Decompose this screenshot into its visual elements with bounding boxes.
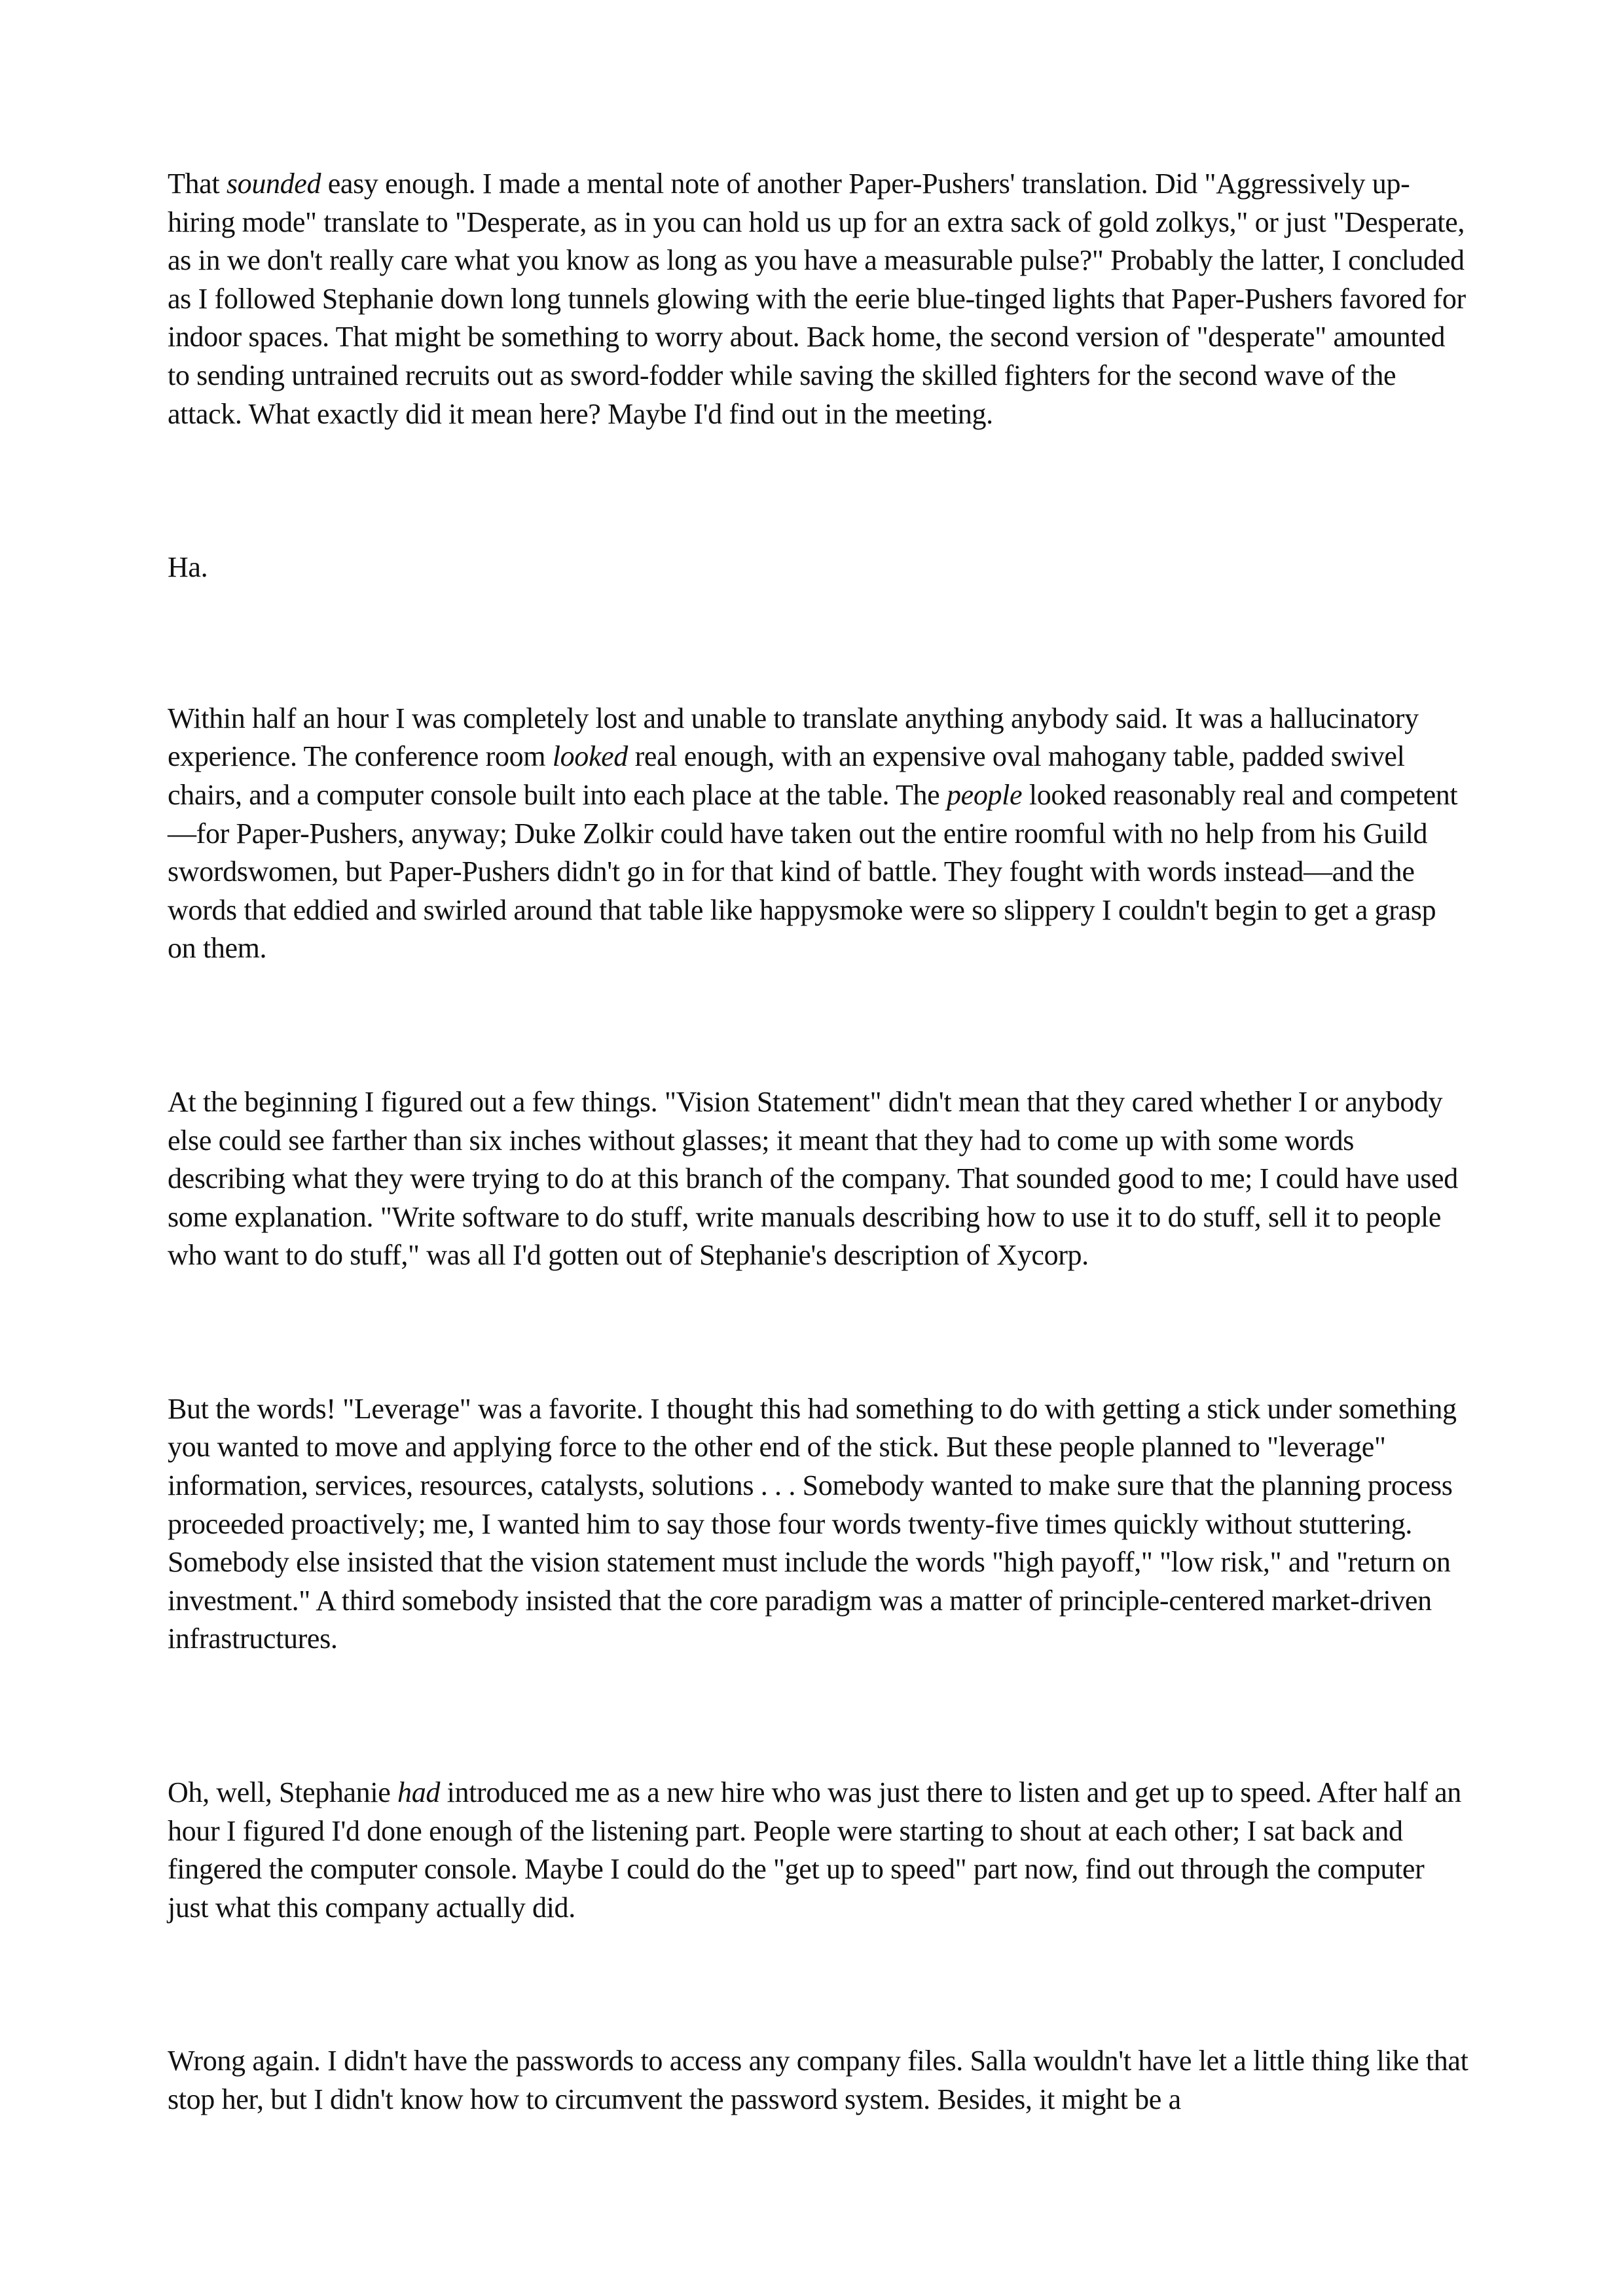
paragraph: At the beginning I figured out a few things. "Vision Statement" didn't mean that they cared whether I or anybody else could see farther than six inches without glasses; it meant that they had to come up with some words describing what they were trying to do at this branch of the company. That sounded good to me; I could have used some explanation. "Write software to do stuff, write manuals describing how to use it to do stuff, sell it to people who want to do stuff," was all I'd gotten out of Stephanie's description of Xycorp. xyxy=(168,1085,1458,1272)
paragraph: Wrong again. I didn't have the passwords to access any company files. Salla wouldn't have let a little thing like that stop her, but I didn't know how to circumvent the password system. Besides, it might be a xyxy=(168,2045,1468,2115)
paragraph: Ha. xyxy=(168,551,208,584)
paragraph: But the words! "Leverage" was a favorite. I thought this had something to do with getting a stick under something you wanted to move and applying force to the other end of the stick. But these people planned to "leverage" information, services, resources, catalysts, solutions . . . Somebody wanted to make sure that the planning process proceeded proactively; me, I wanted him to say those four words twenty-five times quickly without stuttering. Somebody else insisted that the vision statement must include the words "high payoff," "low risk," and "return on investment." A third somebody insisted that the core paradigm was a matter of principle-centered market-driven infrastructures. xyxy=(168,1392,1457,1655)
paragraph: Within half an hour I was completely lost and unable to translate anything anybody said. It was a hallucinatory experience. The conference room looked real enough, with an expensive oval mahogany table, padded swivel chairs, and a computer console built into each place at the table. The people looked reasonably real and competent—for Paper-Pushers, anyway; Duke Zolkir could have taken out the entire roomful with no help from his Guild swordswomen, but Paper-Pushers didn't go in for that kind of battle. They fought with words instead—and the words that eddied and swirled around that table like happysmoke were so slippery I couldn't begin to get a grasp on them. xyxy=(168,702,1458,965)
paragraph: That sounded easy enough. I made a mental note of another Paper-Pushers' translation. Did "Aggressively up-hiring mode" translate to "Desperate, as in you can hold us up for an extra sack of gold zolkys," or just "Desperate, as in we don't really care what you know as long as you have a measurable pulse?" Probably the latter, I concluded as I followed Stephanie down long tunnels glowing with the eerie blue-tinged lights that Paper-Pushers favored for indoor spaces. That might be something to worry about. Back home, the second version of "desperate" amounted to sending untrained recruits out as sword-fodder while saving the skilled fighters for the second wave of the attack. What exactly did it mean here? Maybe I'd find out in the meeting. xyxy=(168,168,1466,430)
body-text xyxy=(168,165,1470,2234)
paragraph: Oh, well, Stephanie had introduced me as a new hire who was just there to listen and get up to speed. After half an hour I figured I'd done enough of the listening part. People were starting to shout at each other; I sat back and fingered the computer console. Maybe I could do the "get up to speed" part now, find out through the computer just what this company actually did. xyxy=(168,1776,1461,1924)
